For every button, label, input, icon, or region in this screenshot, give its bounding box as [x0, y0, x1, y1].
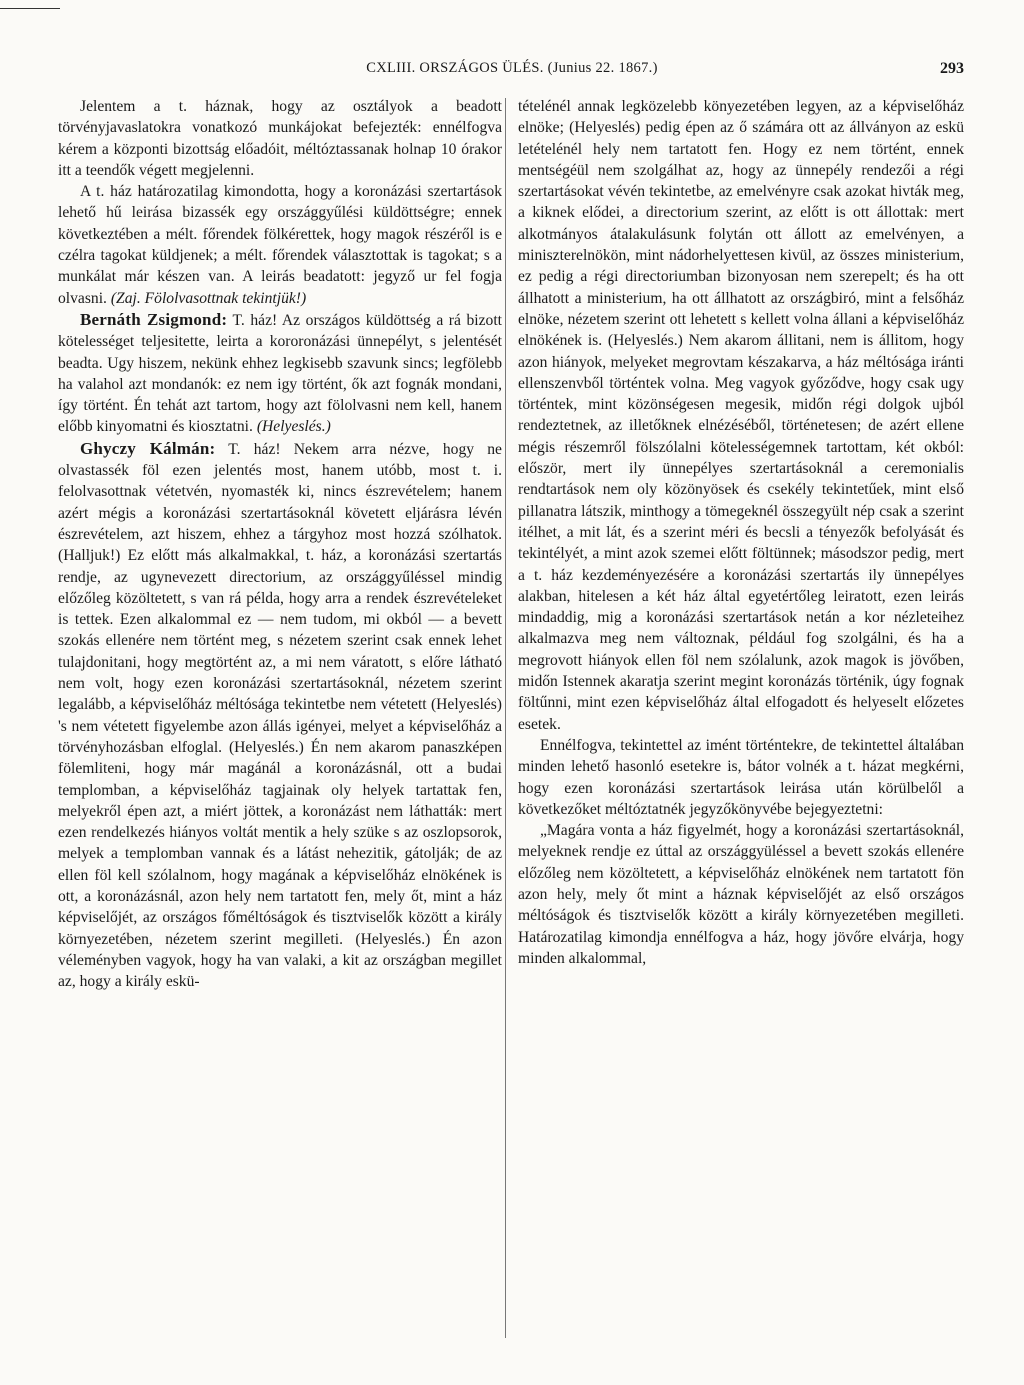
paragraph: [518, 735, 964, 820]
left-column: [58, 96, 502, 992]
speech-paragraph: [58, 309, 502, 438]
paragraph-continued: [518, 96, 964, 735]
paragraph-text: Ennélfogva, tekintettel az imént történtekre, de tekintettel általában minden lehető hasonló esetekre is, bátor volnék a t. házat megkérni, hogy ezen koronázási szertartások leirása után körülbelől a következőket méltóztatnék jegyzőkönyvébe bejegyeztetni:: [518, 736, 964, 818]
right-column: [518, 96, 964, 969]
paragraph: [58, 96, 502, 181]
paragraph-text: Jelentem a t. háznak, hogy az osztályok a beadott törvényjavaslatokra vonatkozó munkájokat befejezték: ennélfogva kérem a központi bizottság előadóit, méltóztassanak holnap 10 órakor itt a teendők végett megjelenni.: [58, 98, 502, 179]
scan-edge-line: [0, 8, 1024, 9]
speech-paragraph: [58, 438, 502, 993]
interjection: (Helyeslés.): [256, 418, 331, 436]
paragraph-text: „Magára vonta a ház figyelmét, hogy a koronázási szertartásoknál, melyeknek rendje ez úttal az országgyüléssel a bevett szokás ellenére előzőleg nem közöltetett, a képviselőház elnökének nem tartatott fön azon hely, mely őt mint a háznak képviselőjét az első országos méltóságok és tisztviselők között a király környezetében megilleti. Határozatilag kimondja ennélfogva a ház, hogy jövőre elvárja, hogy minden alkalommal,: [518, 822, 964, 967]
column-divider: [505, 98, 506, 1338]
speaker-name: Bernáth Zsigmond:: [80, 309, 228, 329]
page-header: [60, 60, 964, 84]
speaker-name: Ghyczy Kálmán:: [80, 438, 216, 458]
page-number: 293: [940, 60, 964, 77]
interjection: (Zaj. Fölolvasottnak tekintjük!): [110, 289, 307, 307]
session-title: CXLIII. ORSZÁGOS ÜLÉS. (Junius 22. 1867.): [366, 60, 658, 76]
quoted-paragraph: [518, 820, 964, 969]
speech-text: T. ház! Nekem arra nézve, hogy ne olvastassék föl ezen jelentés most, hanem utóbb, most t. i. felolvasottnak vétetvén, nyomasték ki, nincs észrevételem; hanem azért mégis a koronázási szertartásoknál követett eljárásra lévén észrevételem, azt hiszem, ehhez a tárgyhoz most hozzá szólhatok. (Halljuk!) Ez előtt más alkalmakkal, t. ház, a koronázási szertartás rendje, az ugynevezett directorium, az országgyűléssel mindig előzőleg közöltetett, s van rá példa, hogy arra a rendek észrevételeket is tettek. Ezen alkalommal ez — nem tudom, mi okból — a bevett szokás ellenére nem történt meg, s nézetem szerint csak ennek lehet tulajdonitani, hogy megtörtént az, a mi nem váratott, s előre látható nem volt, hogy ezen koronázási szertartásoknál, nézetem szerint legalább, a képviselőház méltósága tekintetbe nem vétetett (Helyeslés) 's nem vétetett figyelembe azon állás igényei, melyet a képviselőház a törvényhozásban elfoglal. (Helyeslés.) Én nem akarom panaszképen fölemliteni, hogy már magánál a koronázásnál, ott a budai templomban, a képviselőház tagjainak oly helyek tartattak fen, melyekről épen azt, a miért jöttek, a koronázást nem láthatták: mert ezen rendelkezés hiányos voltát mentik a hely szüke s az oszlopsorok, melyek a templomban vannak és a látást nehezitik, gátolják; de az ellen föl kell szólalnom, hogy magának a képviselőház elnökének is ott, a koronázásnál, azon hely nem tartatott fen, mely őt, mint a ház képviselőjét, az országos főméltóságok és tisztviselők között a király környezetében, nézetem szerint megilleti. (Helyeslés.) Én azon véleményben vagyok, hogy ha van valaki, a kit az országban megillet az, hogy a király eskü-: [58, 440, 502, 991]
paragraph-text: tételénél annak legközelebb könyezetében legyen, az a képviselőház elnöke; (Helyeslés) pedig épen az ő számára ott az állványon az eskü letételénél hely nem tartatott fen. Hogy ez nem történt, ennek mentségéül nem szolgálhat az, hogy az ünnepély rendezői a régi szertartásokat vévén tekintetbe, az emelvényre csak azokat hivták meg, a kiknek elődei, a directorium szerint, az előtt is ott állottak: mert alkotmányos átalakulásunk folytán ott állott az emelvényen, a miniszterelnökön, mint nádorhelyettesen kivül, az összes ministerium, ez pedig a régi directoriumban bizonyosan nem szerepelt; és ha ott állhatott a ministerium, ha ott állhatott az országbiró, mint a felsőház elnöke, nézetem szerint ott lehetett s kellett volna állani a képviselőház elnökének is. (Helyeslés.) Nem akarom állitani, nem is állitom, hogy azon hiányok, melyeket megrovtam készakarva, a ház méltósága iránti ellenszenvből történtek volna. Meg vagyok győződve, hogy csak ugy történtek, mint közönségesen megesik, midőn régi dolgok ujból rendeztetnek, az illetőknek elnézéséből, történetesen; de azért ellene mégis részemről fölszólalni kötelességemnek tartottam, két okból: először, mert ily ünnepélyes szertartásoknál a ceremonialis rendtartások nem oly közönyösek és csekély tekintetűek, mint első pillanatra látszik, minthogy a tömegeknél összegyült nép csak a szerint itélhet, a mit lát, és a szerint méri és becsli a tényezők befolyását és tekintélyét, a mint azok szemei előtt föltünnek; másodszor pedig, mert a t. ház kezdeményezésére a koronázási szertartás ily ünnepélyes alakban, hitelesen a két ház által egyetértőleg leiratott, ezen leirás mindaddig, mig a koronázási szertartások netán a kor nézleteihez alkalmazva meg nem változnak, például fog szolgálni, és ha a megrovott hiányok ellen föl nem szólalunk, azok magok is jövőben, midőn Istennek akaratja szerint megint koronázás történik, úgy fognak föltűnni, mint ezen képviselőház által elfogadott és helyeselt előzetes esetek.: [518, 98, 964, 733]
paragraph-text: A t. ház határozatilag kimondotta, hogy a koronázási szertartások lehető hű leirása bizassék egy országgyűlési küldöttségre; ennek következtében a mélt. főrendek fölkérettek, hogy magok részéről is e czélra tagokat küldjenek; a mélt. főrendek választottak is tagokat; s a munkálat már készen van. A leirás beadatott: jegyző ur fel fogja olvasni.: [58, 183, 502, 307]
speech-text: T. ház! Az országos küldöttség a rá bizott kötelességet teljesitette, leirta a kororonázási ünnepélyt, s jelentését beadta. Ugy hiszem, nekünk ehhez legkisebb szavunk sincs; legfölebb ha valahol azt mondanók: ez nem igy történt, ők azt fognák mondani, így történt. Én tehát azt tartom, hogy azt fölolvasni nem kell, hanem előbb kinyomatni és kiosztatni.: [58, 311, 503, 436]
paragraph: [58, 181, 502, 309]
